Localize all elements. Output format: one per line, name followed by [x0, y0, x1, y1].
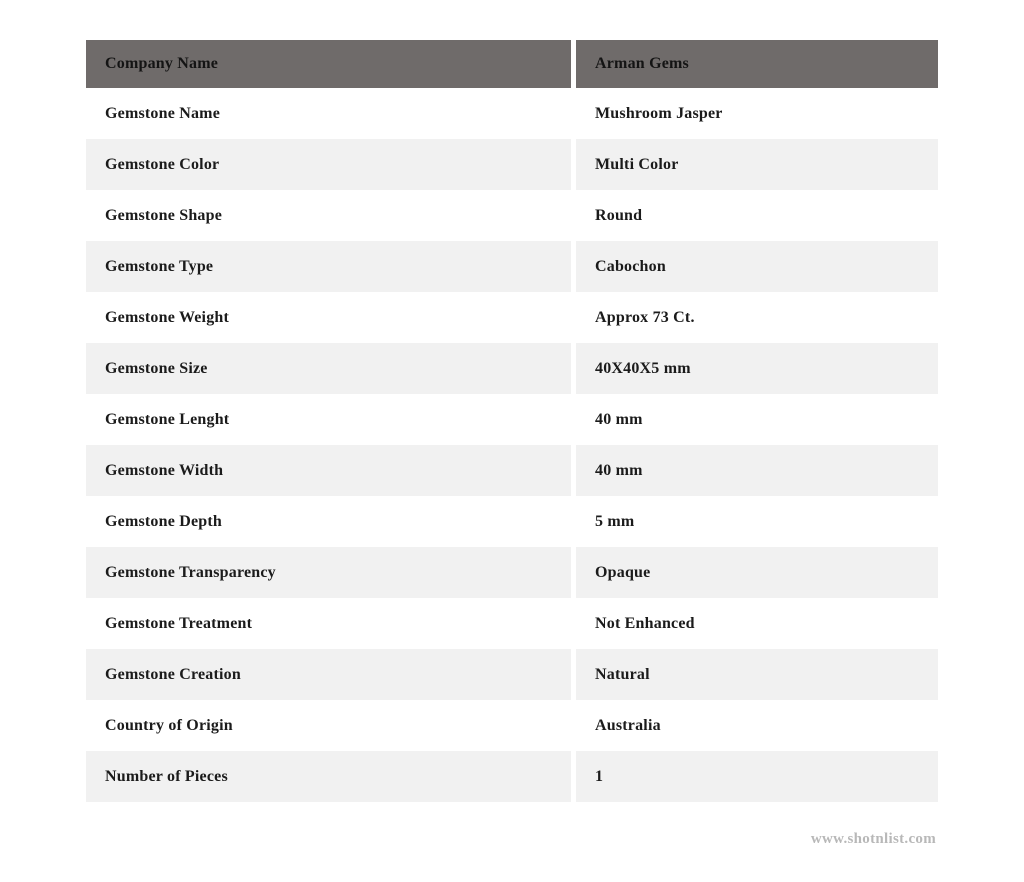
row-value: Approx 73 Ct.: [576, 292, 938, 343]
row-value: Round: [576, 190, 938, 241]
row-label: Gemstone Name: [86, 88, 571, 139]
row-value: Opaque: [576, 547, 938, 598]
row-value: 40 mm: [576, 394, 938, 445]
row-label: Gemstone Weight: [86, 292, 571, 343]
row-label: Gemstone Depth: [86, 496, 571, 547]
table-row: [86, 649, 938, 700]
table-header-row: [86, 40, 938, 88]
row-value: Cabochon: [576, 241, 938, 292]
row-value: Australia: [576, 700, 938, 751]
row-value: Natural: [576, 649, 938, 700]
row-label: Gemstone Shape: [86, 190, 571, 241]
table-row: [86, 496, 938, 547]
watermark-text: www.shotnlist.com: [810, 831, 936, 847]
table-row: [86, 547, 938, 598]
row-value: 5 mm: [576, 496, 938, 547]
table-row: [86, 190, 938, 241]
row-label: Gemstone Color: [86, 139, 571, 190]
header-value-cell: Arman Gems: [576, 40, 938, 88]
table-row: [86, 343, 938, 394]
table-row: [86, 751, 938, 802]
table-row: [86, 394, 938, 445]
row-label: Gemstone Transparency: [86, 547, 571, 598]
table-row: [86, 292, 938, 343]
row-value: Not Enhanced: [576, 598, 938, 649]
table-row: [86, 598, 938, 649]
gemstone-spec-table: [86, 40, 938, 802]
row-value: 40 mm: [576, 445, 938, 496]
row-label: Number of Pieces: [86, 751, 571, 802]
header-label-cell: Company Name: [86, 40, 571, 88]
table-row: [86, 241, 938, 292]
row-label: Gemstone Width: [86, 445, 571, 496]
row-label: Gemstone Treatment: [86, 598, 571, 649]
row-label: Gemstone Type: [86, 241, 571, 292]
row-value: Multi Color: [576, 139, 938, 190]
row-value: Mushroom Jasper: [576, 88, 938, 139]
row-value: 40X40X5 mm: [576, 343, 938, 394]
row-value: 1: [576, 751, 938, 802]
table-row: [86, 445, 938, 496]
table-row: [86, 88, 938, 139]
row-label: Gemstone Creation: [86, 649, 571, 700]
table-row: [86, 139, 938, 190]
table-row: [86, 700, 938, 751]
row-label: Gemstone Lenght: [86, 394, 571, 445]
row-label: Country of Origin: [86, 700, 571, 751]
row-label: Gemstone Size: [86, 343, 571, 394]
